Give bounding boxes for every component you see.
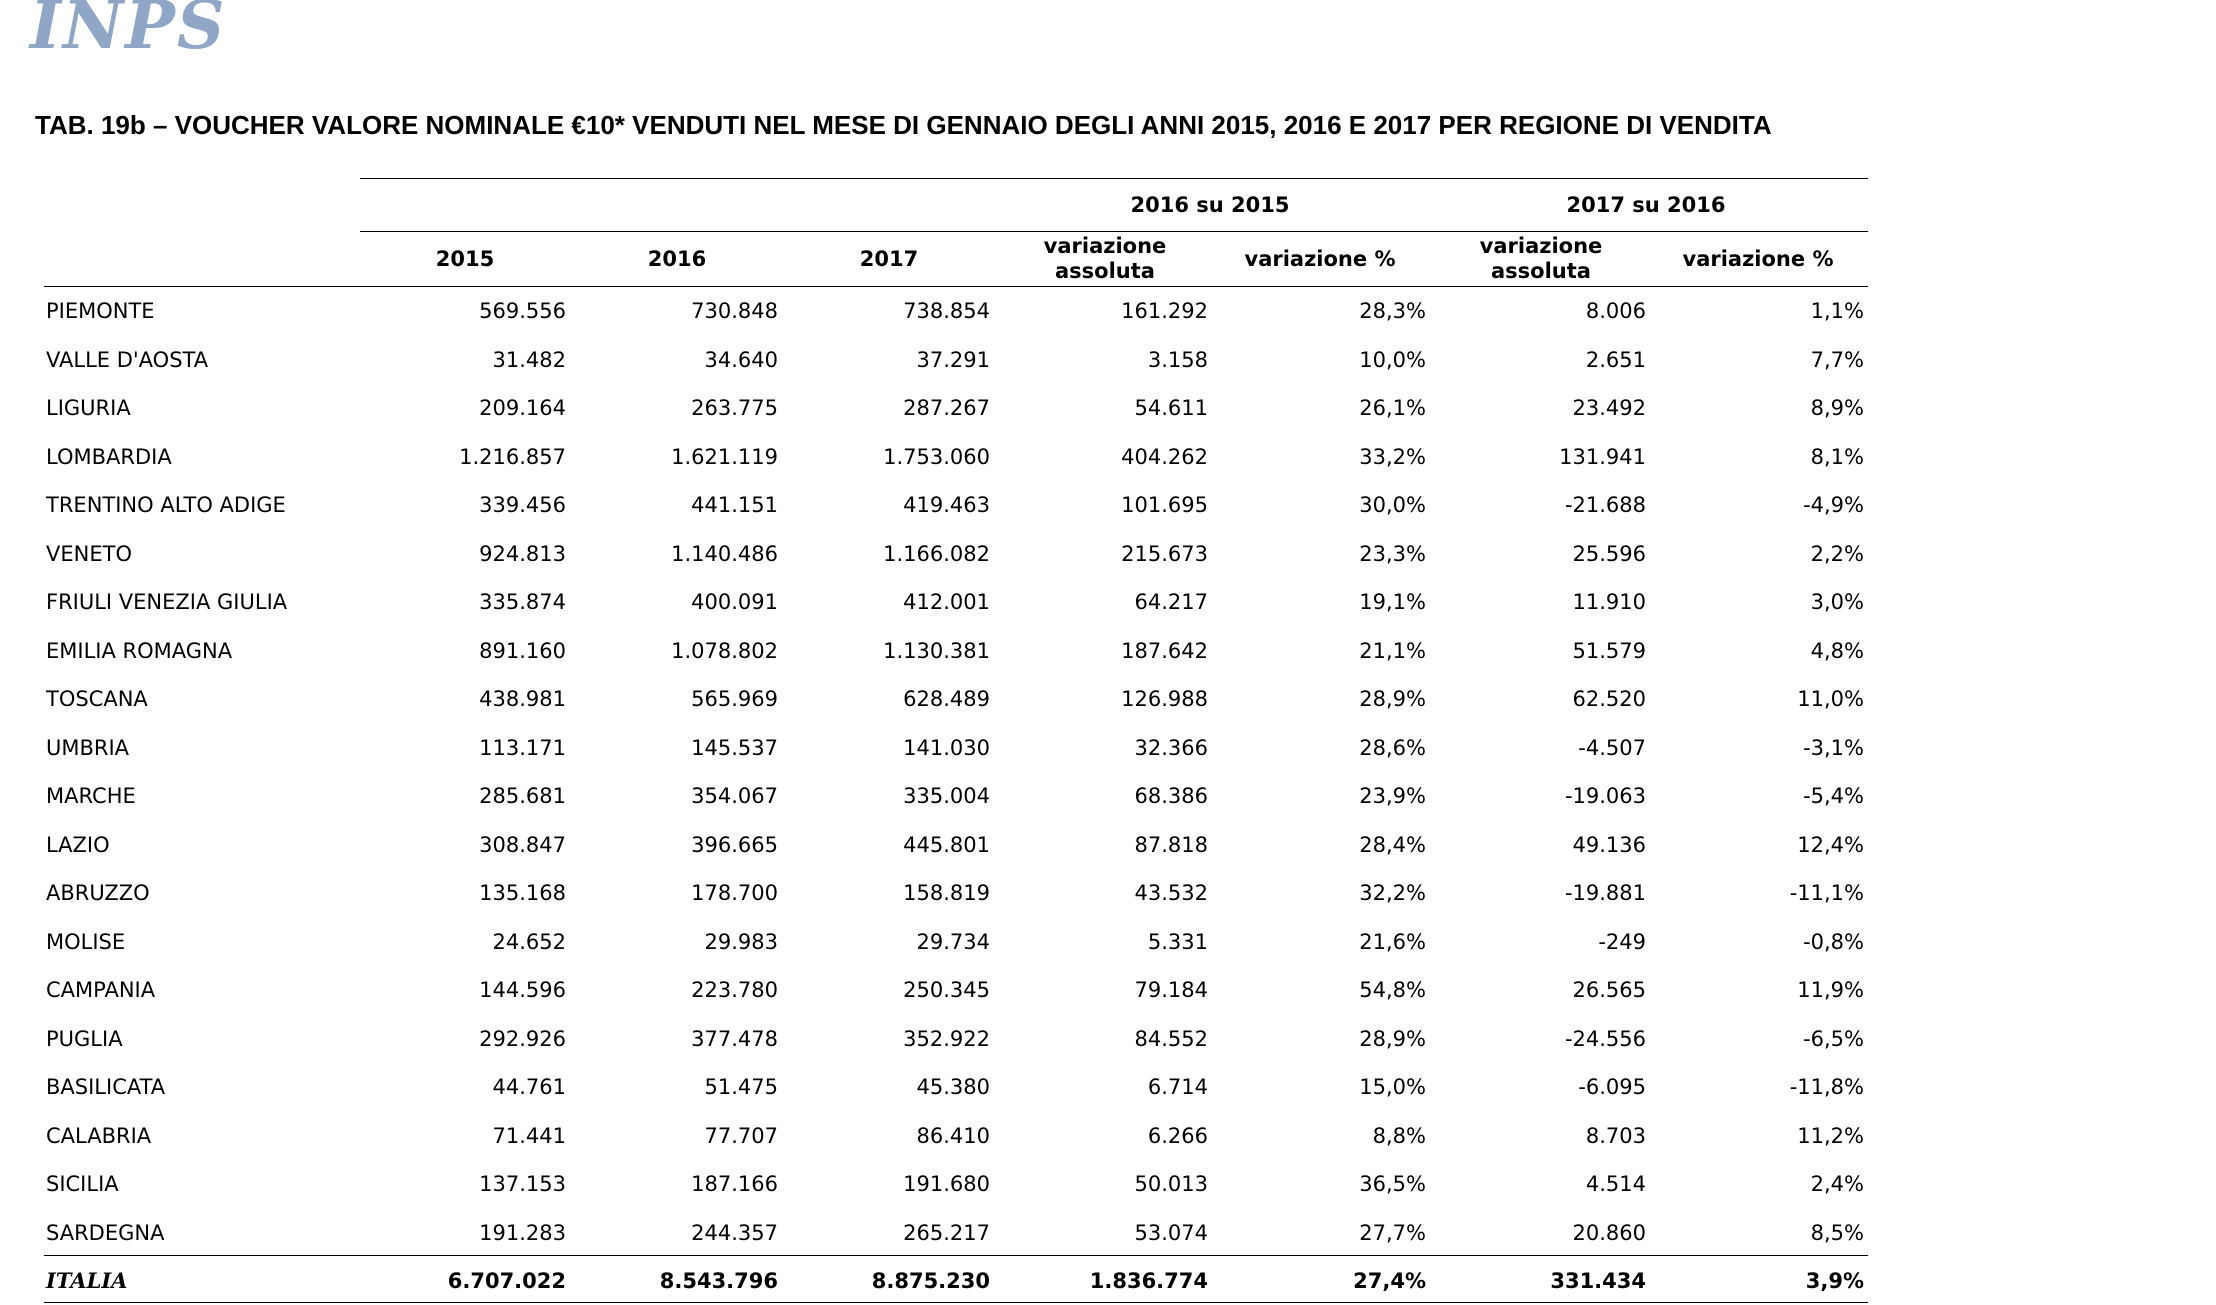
cell-pct2: 11,2% [1797, 1123, 1864, 1148]
table-row [44, 433, 1866, 481]
cell-v2015: 144.596 [479, 978, 566, 1002]
cell-v2017: 412.001 [903, 590, 990, 614]
col-header-2015: 2015 [435, 247, 495, 271]
cell-pct1: 28,9% [1359, 1026, 1426, 1051]
cell-v2017: 37.291 [916, 347, 990, 372]
cell-abs2: 51.579 [1572, 638, 1646, 663]
cell-abs2: 331.434 [1550, 1269, 1646, 1293]
cell-v2016: 244.357 [691, 1220, 778, 1245]
table-row [44, 287, 1866, 335]
cell-abs1: 43.532 [1134, 881, 1208, 905]
cell-v2015: 335.874 [479, 590, 566, 614]
cell-v2016: 396.665 [691, 832, 778, 857]
cell-pct2: 4,8% [1810, 638, 1864, 663]
table-row [44, 481, 1866, 529]
table-row [44, 966, 1866, 1014]
cell-v2016: 8.543.796 [659, 1269, 778, 1293]
region-name: VENETO [46, 541, 132, 566]
table-total-row [44, 1257, 1866, 1305]
cell-v2017: 352.922 [903, 1026, 990, 1051]
table-row [44, 1015, 1866, 1063]
cell-v2015: 891.160 [479, 638, 566, 663]
cell-abs2: 23.492 [1572, 396, 1646, 420]
cell-pct1: 23,3% [1359, 541, 1426, 566]
cell-abs1: 50.013 [1134, 1172, 1208, 1196]
region-name: CALABRIA [46, 1123, 152, 1148]
region-name: PUGLIA [46, 1026, 123, 1051]
cell-pct1: 27,7% [1359, 1220, 1426, 1245]
cell-abs2: -19.063 [1564, 784, 1646, 808]
header-top-rule [360, 178, 1868, 179]
cell-pct2: 11,9% [1797, 978, 1864, 1002]
cell-v2015: 339.456 [479, 493, 566, 517]
cell-v2015: 438.981 [479, 687, 566, 711]
col-header-2017: 2017 [859, 247, 919, 271]
cell-pct1: 21,6% [1359, 929, 1426, 954]
table-row [44, 530, 1866, 578]
cell-pct1: 23,9% [1359, 784, 1426, 808]
cell-abs2: 25.596 [1572, 541, 1646, 566]
cell-pct1: 19,1% [1359, 590, 1426, 614]
cell-v2015: 924.813 [479, 541, 566, 566]
region-name: EMILIA ROMAGNA [46, 638, 233, 663]
cell-v2016: 145.537 [691, 735, 778, 760]
cell-pct1: 33,2% [1359, 444, 1426, 469]
cell-v2016: 1.621.119 [671, 444, 778, 469]
cell-pct2: -11,8% [1789, 1075, 1864, 1099]
cell-v2017: 191.680 [903, 1172, 990, 1196]
total-bottom-rule [44, 1302, 1868, 1303]
cell-abs2: -6.095 [1578, 1075, 1646, 1099]
cell-abs1: 64.217 [1134, 590, 1208, 614]
cell-v2016: 565.969 [691, 687, 778, 711]
cell-pct2: -11,1% [1789, 881, 1864, 905]
region-name: ITALIA [46, 1268, 128, 1293]
cell-v2015: 31.482 [492, 347, 566, 372]
cell-abs1: 187.642 [1121, 638, 1208, 663]
cell-v2015: 6.707.022 [447, 1269, 566, 1293]
cell-abs2: 8.006 [1585, 299, 1646, 323]
region-name: MOLISE [46, 929, 126, 954]
cell-v2015: 285.681 [479, 784, 566, 808]
cell-pct1: 28,3% [1359, 299, 1426, 323]
table-row [44, 1209, 1866, 1257]
cell-pct1: 15,0% [1359, 1075, 1426, 1099]
cell-v2015: 24.652 [492, 929, 566, 954]
cell-abs2: 11.910 [1572, 590, 1646, 614]
cell-v2015: 292.926 [479, 1026, 566, 1051]
cell-pct1: 26,1% [1359, 396, 1426, 420]
table-row [44, 384, 1866, 432]
table-row [44, 724, 1866, 772]
cell-abs1: 68.386 [1134, 784, 1208, 808]
cell-abs1: 54.611 [1134, 396, 1208, 420]
col-header-var-pct-2: variazione % [1682, 247, 1834, 271]
cell-v2015: 308.847 [479, 832, 566, 857]
cell-v2015: 71.441 [492, 1123, 566, 1148]
cell-v2015: 569.556 [479, 299, 566, 323]
cell-abs1: 215.673 [1121, 541, 1208, 566]
cell-abs2: 20.860 [1572, 1220, 1646, 1245]
cell-pct1: 36,5% [1359, 1172, 1426, 1196]
total-top-rule [44, 1255, 1868, 1256]
cell-v2015: 113.171 [479, 735, 566, 760]
cell-v2017: 1.753.060 [883, 444, 990, 469]
cell-v2015: 135.168 [479, 881, 566, 905]
cell-v2017: 419.463 [903, 493, 990, 517]
cell-v2016: 77.707 [704, 1123, 778, 1148]
cell-abs1: 6.714 [1147, 1075, 1208, 1099]
cell-v2017: 29.734 [916, 929, 990, 954]
cell-pct1: 32,2% [1359, 881, 1426, 905]
table-row [44, 578, 1866, 626]
cell-v2016: 1.140.486 [671, 541, 778, 566]
cell-abs1: 87.818 [1134, 832, 1208, 857]
cell-v2017: 45.380 [916, 1075, 990, 1099]
cell-abs2: -19.881 [1564, 881, 1646, 905]
inps-logo: INPS [30, 0, 227, 64]
region-name: VALLE D'AOSTA [46, 347, 209, 372]
region-name: LOMBARDIA [46, 444, 172, 469]
cell-v2016: 354.067 [691, 784, 778, 808]
cell-pct1: 10,0% [1359, 347, 1426, 372]
cell-v2016: 400.091 [691, 590, 778, 614]
table-row [44, 1112, 1866, 1160]
region-name: SARDEGNA [46, 1220, 165, 1245]
table-row [44, 869, 1866, 917]
cell-v2016: 223.780 [691, 978, 778, 1002]
table-row [44, 918, 1866, 966]
cell-abs1: 161.292 [1121, 299, 1208, 323]
cell-pct2: -4,9% [1803, 493, 1864, 517]
cell-v2016: 51.475 [704, 1075, 778, 1099]
cell-pct2: 8,5% [1810, 1220, 1864, 1245]
cell-v2015: 209.164 [479, 396, 566, 420]
cell-abs1: 101.695 [1121, 493, 1208, 517]
cell-pct1: 54,8% [1359, 978, 1426, 1002]
cell-pct1: 28,4% [1359, 832, 1426, 857]
group-header-2016-su-2015: 2016 su 2015 [1130, 193, 1290, 217]
region-name: BASILICATA [46, 1075, 166, 1099]
cell-pct2: -0,8% [1803, 929, 1864, 954]
cell-v2016: 441.151 [691, 493, 778, 517]
cell-v2017: 250.345 [903, 978, 990, 1002]
cell-v2016: 34.640 [704, 347, 778, 372]
region-name: LAZIO [46, 832, 110, 857]
cell-v2016: 730.848 [691, 299, 778, 323]
cell-abs2: 62.520 [1572, 687, 1646, 711]
table-row [44, 627, 1866, 675]
region-name: CAMPANIA [46, 978, 156, 1002]
cell-abs2: 49.136 [1572, 832, 1646, 857]
table-row [44, 1063, 1866, 1111]
cell-pct2: 12,4% [1797, 832, 1864, 857]
cell-v2016: 1.078.802 [671, 638, 778, 663]
cell-v2016: 178.700 [691, 881, 778, 905]
cell-abs1: 3.158 [1147, 347, 1208, 372]
cell-pct1: 27,4% [1353, 1269, 1426, 1293]
cell-v2017: 1.130.381 [883, 638, 990, 663]
cell-v2016: 263.775 [691, 396, 778, 420]
cell-pct1: 28,9% [1359, 687, 1426, 711]
cell-abs2: -4.507 [1578, 735, 1646, 760]
cell-pct1: 30,0% [1359, 493, 1426, 517]
cell-abs2: 26.565 [1572, 978, 1646, 1002]
cell-abs1: 53.074 [1134, 1220, 1208, 1245]
cell-pct2: 11,0% [1797, 687, 1864, 711]
cell-pct2: -5,4% [1803, 784, 1864, 808]
header-group-rule [360, 231, 1868, 232]
cell-pct2: 1,1% [1810, 299, 1864, 323]
cell-v2017: 287.267 [903, 396, 990, 420]
cell-abs2: 8.703 [1585, 1123, 1646, 1148]
cell-abs1: 5.331 [1147, 929, 1208, 954]
cell-abs1: 1.836.774 [1089, 1269, 1208, 1293]
cell-v2017: 158.819 [903, 881, 990, 905]
cell-pct2: 7,7% [1810, 347, 1864, 372]
cell-abs2: -21.688 [1564, 493, 1646, 517]
cell-v2017: 8.875.230 [871, 1269, 990, 1293]
table-row [44, 336, 1866, 384]
cell-v2017: 445.801 [903, 832, 990, 857]
cell-abs1: 84.552 [1134, 1026, 1208, 1051]
cell-v2015: 1.216.857 [459, 444, 566, 469]
cell-v2017: 265.217 [903, 1220, 990, 1245]
cell-abs1: 404.262 [1121, 444, 1208, 469]
cell-pct2: 3,0% [1810, 590, 1864, 614]
region-name: SICILIA [46, 1172, 119, 1196]
col-header-var-abs-2: variazione assoluta [1479, 234, 1603, 283]
cell-pct1: 21,1% [1359, 638, 1426, 663]
region-name: FRIULI VENEZIA GIULIA [46, 590, 288, 614]
cell-abs2: 4.514 [1585, 1172, 1646, 1196]
table-row [44, 772, 1866, 820]
cell-abs2: -249 [1598, 929, 1646, 954]
region-name: PIEMONTE [46, 299, 155, 323]
cell-v2017: 1.166.082 [883, 541, 990, 566]
cell-abs1: 79.184 [1134, 978, 1208, 1002]
table-row [44, 821, 1866, 869]
cell-v2017: 335.004 [903, 784, 990, 808]
cell-v2016: 29.983 [704, 929, 778, 954]
cell-abs1: 126.988 [1121, 687, 1208, 711]
cell-pct2: 3,9% [1805, 1269, 1864, 1293]
cell-abs2: 131.941 [1559, 444, 1646, 469]
group-header-2017-su-2016: 2017 su 2016 [1566, 193, 1726, 217]
col-header-2016: 2016 [647, 247, 707, 271]
table-row [44, 1160, 1866, 1208]
cell-abs1: 6.266 [1147, 1123, 1208, 1148]
cell-pct1: 28,6% [1359, 735, 1426, 760]
region-name: TOSCANA [46, 687, 148, 711]
region-name: TRENTINO ALTO ADIGE [46, 493, 286, 517]
cell-v2016: 187.166 [691, 1172, 778, 1196]
cell-pct1: 8,8% [1372, 1123, 1426, 1148]
cell-pct2: 2,2% [1810, 541, 1864, 566]
col-header-var-abs-1: variazione assoluta [1043, 234, 1167, 283]
region-name: ABRUZZO [46, 881, 150, 905]
region-name: LIGURIA [46, 396, 131, 420]
cell-pct2: -3,1% [1803, 735, 1864, 760]
cell-abs1: 32.366 [1134, 735, 1208, 760]
cell-v2017: 86.410 [916, 1123, 990, 1148]
cell-abs2: -24.556 [1564, 1026, 1646, 1051]
col-header-var-pct-1: variazione % [1244, 247, 1396, 271]
cell-v2015: 191.283 [479, 1220, 566, 1245]
region-name: MARCHE [46, 784, 136, 808]
cell-pct2: 8,1% [1810, 444, 1864, 469]
region-name: UMBRIA [46, 735, 130, 760]
table-title: TAB. 19b – VOUCHER VALORE NOMINALE €10* VENDUTI NEL MESE DI GENNAIO DEGLI ANNI 2015, 2016 E 2017 PER REGIONE DI VENDITA [35, 110, 1772, 140]
cell-pct2: 8,9% [1810, 396, 1864, 420]
cell-v2015: 44.761 [492, 1075, 566, 1099]
cell-pct2: -6,5% [1803, 1026, 1864, 1051]
cell-pct2: 2,4% [1810, 1172, 1864, 1196]
table-row [44, 675, 1866, 723]
cell-v2017: 738.854 [903, 299, 990, 323]
cell-v2017: 141.030 [903, 735, 990, 760]
cell-v2016: 377.478 [691, 1026, 778, 1051]
cell-v2015: 137.153 [479, 1172, 566, 1196]
cell-abs2: 2.651 [1585, 347, 1646, 372]
cell-v2017: 628.489 [903, 687, 990, 711]
